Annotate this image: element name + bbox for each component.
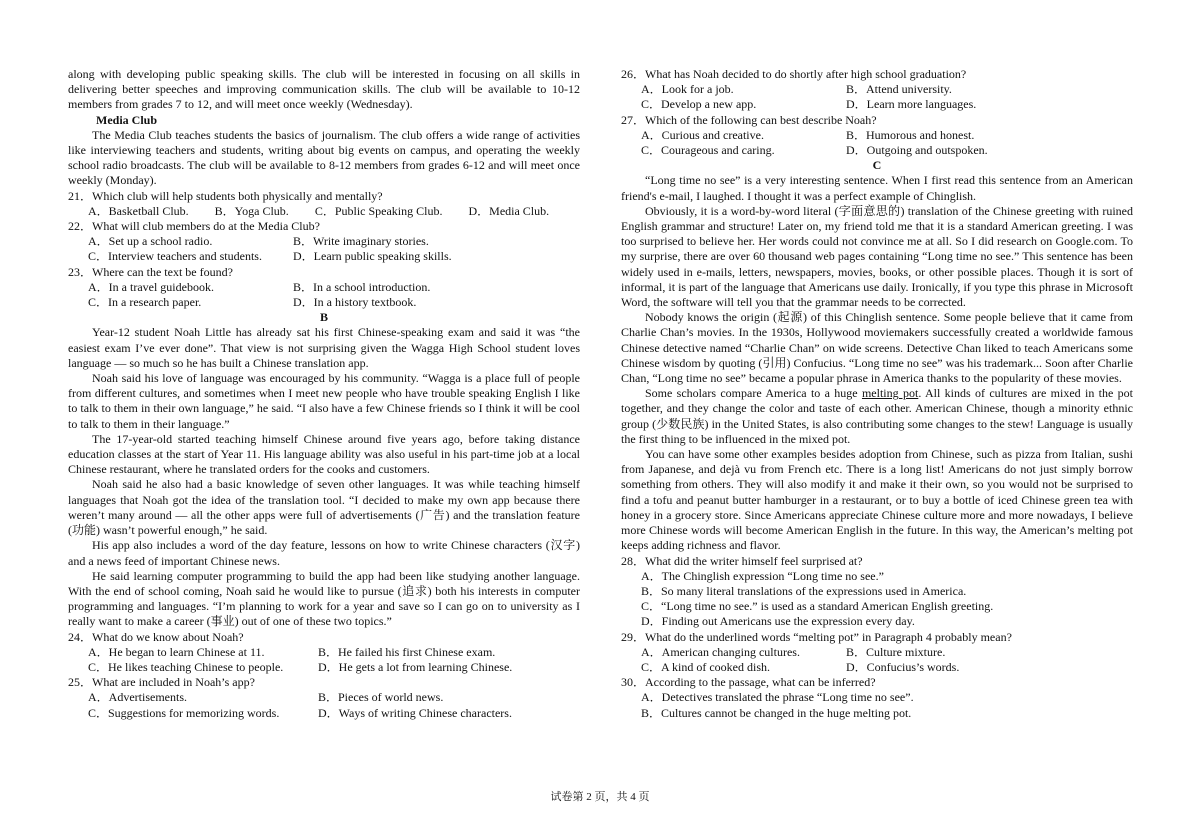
option-23d: D．In a history textbook. [293,295,417,310]
passage-c-paragraph-2: Obviously, it is a word-by-word literal (字面意思的) translation of the Chinese greeting with ruined English grammar and structure! Later on, my friend told me that it is a standard American greeting. I was too surprised to believe her. Her words could not convince me at all. So I did research on Google.com. To my surprise, there are over 60 thousand web pages containing “Long time no see.” This sentence has been widely used in e-mails, letters, newspapers, movies, books, or other possible places. Though it is sort of informal, it is part of the language that Americans use daily. Ironically, if you type this phrase in Microsoft Word, the software will tell you that the grammar needs to be corrected. [621,203,1133,310]
question-24-options [68,645,580,675]
option-21b: B．Yoga Club. [214,203,289,218]
option-23c: C．In a research paper. [88,295,202,310]
question-26-options [621,82,1133,112]
page-footer: 试卷第 2 页，共 4 页 [550,791,650,803]
option-25c: C．Suggestions for memorizing words. [88,705,280,720]
question-25: 25．What are included in Noah’s app? [68,675,255,690]
option-25d: D．Ways of writing Chinese characters. [318,705,512,720]
section-c-heading: C [872,158,882,173]
option-26a: A．Look for a job. [641,82,734,97]
passage-b-paragraph-4: Noah said he also had a basic knowledge of seven other languages. It was while teaching himself languages that Noah got the idea of the translation tool. “I decided to make my own app because there weren’t many around — all the other apps were full of advertisements (广告) and the translation feature (功能) wasn’t powerful enough,” he said. [68,477,580,538]
option-22c: C．Interview teachers and students. [88,249,262,264]
option-22d: D．Learn public speaking skills. [293,249,452,264]
paragraph-4-end: . All kinds of cultures are mixed in the pot together, and they change the color and taste of each other. American Chinese, though a minority ethnic group (少数民族) in the United States, is also contributing some changes to the stew! Language is usually the first thing to be influenced in the mixed pot. [621,386,1133,446]
question-23-options [68,280,580,310]
option-29c: C．A kind of cooked dish. [641,659,770,674]
question-29-options [621,645,1133,675]
option-28c: C．“Long time no see.” is used as a standard American English greeting. [641,599,994,614]
passage-c-paragraph-4 [621,386,1133,447]
option-25b: B．Pieces of world news. [318,690,444,705]
passage-c-paragraph-1: “Long time no see” is a very interesting sentence. When I first read this sentence from an American friend's e-mail, I laughed. I thought it was a perfect example of Chinglish. [621,173,1133,203]
passage-c-paragraph-3: Nobody knows the origin (起源) of this Chinglish sentence. Some people believe that it came from Charlie Chan’s movies. In the 1930s, Hollywood moviemakers successfully created a worldwide famous Chinese detective named “Charlie Chan” on wide screens. Detective Chan liked to teach Americans some Chinese wisdom by quoting (引用) Confucius. “Long time no see” was his trademark... Soon after Charlie Chan, “Long time no see” became a popular phrase in America thanks to the popularity of these movies. [621,310,1133,386]
right-column [621,67,1133,721]
question-21-options [68,204,580,219]
option-30a: A．Detectives translated the phrase “Long time no see”. [641,690,914,705]
option-24b: B．He failed his first Chinese exam. [318,644,496,659]
option-29a: A．American changing cultures. [641,644,800,659]
option-21c: C．Public Speaking Club. [314,203,443,218]
option-23b: B．In a school introduction. [293,279,431,294]
option-21d: D．Media Club. [468,203,550,218]
question-28-options [621,569,1133,630]
option-27b: B．Humorous and honest. [846,127,975,142]
option-26d: D．Learn more languages. [846,97,977,112]
option-24a: A．He began to learn Chinese at 11. [88,644,265,659]
question-21: 21．Which club will help students both physically and mentally? [68,188,383,203]
option-22a: A．Set up a school radio. [88,234,213,249]
passage-b-paragraph-3: The 17-year-old started teaching himself Chinese around five years ago, before taking distance education classes at the start of Year 11. His language ability was also useful in his part-time job at a local Chinese restaurant, where he translated orders for the cooks and customers. [68,431,580,477]
option-28a: A．The Chinglish expression “Long time no see.” [641,568,884,583]
section-b-heading: B [319,310,328,325]
passage-b-paragraph-6: He said learning computer programming to build the app had been like studying another language. With the end of school coming, Noah said he would like to pursue (追求) both his interests in computer programming and languages. “I’m planning to work for a year and save so I can go on to university as I really want to make a career (事业) out of one of these two topics.” [68,568,580,629]
option-21a: A．Basketball Club. [88,203,189,218]
question-28: 28．What did the writer himself feel surprised at? [621,553,863,568]
media-club-paragraph: The Media Club teaches students the basics of journalism. The club offers a wide range of activities like interviewing teachers and students, writing about big events on campus, and operating the weekly school radio broadcasts. The club will be available to 8-12 members from grades 6-12 and will meet once weekly (Monday). [68,127,580,188]
option-28b: B．So many literal translations of the expressions used in America. [641,583,967,598]
question-27-options [621,128,1133,158]
option-24d: D．He gets a lot from learning Chinese. [318,659,513,674]
question-27: 27．Which of the following can best describe Noah? [621,112,877,127]
melting-pot-underlined: melting pot [861,386,919,401]
question-22: 22．What will club members do at the Media Club? [68,219,320,234]
question-24: 24．What do we know about Noah? [68,629,244,644]
passage-c-paragraph-5: You can have some other examples besides adoption from Chinese, such as pizza from Italian, sushi from Japanese, and dejà vu from French etc. There is a long list! Americans do not just simply borrow something from others. They will also modify it and make it their own, so you would not be surprised to find a tofu and peanut butter hamburger in a restaurant, or to buy a bottle of iced Chinese green tea with honey in a grocery store. Since Americans appreciate Chinese culture more and more nowadays, I believe more Chinese words will become American English in the future. In this way, the American’s melting pot keeps adding richness and flavor. [621,447,1133,553]
option-22b: B．Write imaginary stories. [293,234,429,249]
option-30b: B．Cultures cannot be changed in the huge melting pot. [641,705,912,720]
option-27d: D．Outgoing and outspoken. [846,143,988,158]
question-30: 30．According to the passage, what can be inferred? [621,675,876,690]
passage-b-paragraph-1: Year-12 student Noah Little has already sat his first Chinese-speaking exam and said it was “the easiest exam I’ve ever done”. That view is not surprising given the Wagga High School student loves language — so much so he has built a Chinese translation app. [68,325,580,370]
passage-a-ending: along with developing public speaking skills. The club will be interested in focusing on all skills in delivering better speeches and improving communication skills. The club will be available to 10-12 members from grades 7 to 12, and will meet once weekly (Wednesday). [68,67,580,112]
option-27a: A．Curious and creative. [641,127,764,142]
question-25-options [68,690,580,720]
option-29d: D．Confucius’s words. [846,659,960,674]
question-23: 23．Where can the text be found? [68,264,233,279]
media-club-heading: Media Club [96,112,158,127]
option-28d: D．Finding out Americans use the expression every day. [641,614,915,629]
option-29b: B．Culture mixture. [846,644,946,659]
passage-b-paragraph-2: Noah said his love of language was encouraged by his community. “Wagga is a place full of people from different cultures, and sometimes when I meet new people who have trouble speaking English I like to talk to them in their own language,” he said. “I also have a few Chinese friends so I think it will be cool to talk to them in their language.” [68,371,580,431]
left-column [68,67,580,721]
option-26b: B．Attend university. [846,82,952,97]
question-30-options [621,690,1133,720]
option-25a: A．Advertisements. [88,690,187,705]
option-26c: C．Develop a new app. [641,97,757,112]
passage-b-paragraph-5: His app also includes a word of the day feature, lessons on how to write Chinese characters (汉字) and a news feed of important Chinese news. [68,538,580,568]
question-29: 29．What do the underlined words “melting pot” in Paragraph 4 probably mean? [621,629,1012,644]
option-24c: C．He likes teaching Chinese to people. [88,659,284,674]
option-23a: A．In a travel guidebook. [88,279,214,294]
question-26: 26．What has Noah decided to do shortly after high school graduation? [621,67,967,81]
paragraph-4-start: Some scholars compare America to a huge [645,386,862,401]
question-22-options [68,234,580,264]
option-27c: C．Courageous and caring. [641,143,775,158]
